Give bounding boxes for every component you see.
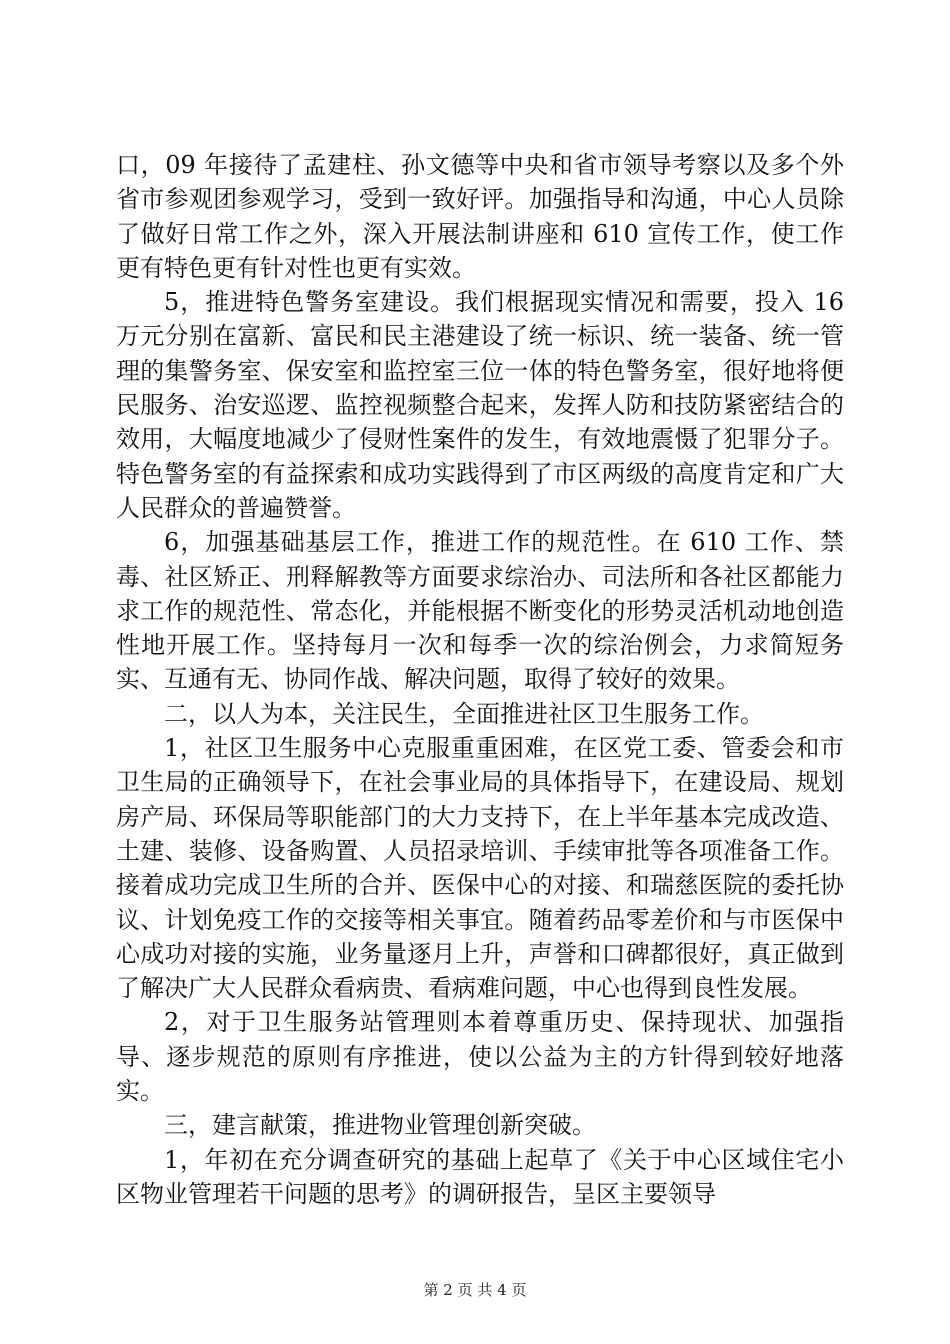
document-body	[116, 148, 844, 1211]
paragraph-health-1: 1，社区卫生服务中心克服重重困难，在区党工委、管委会和市卫生局的正确领导下，在社会事业局的具体指导下，在建设局、规划房产局、环保局等职能部门的大力支持下，在上半年基本完成改造、土建、装修、设备购置、人员招录培训、手续审批等各项准备工作。接着成功完成卫生所的合并、医保中心的对接、和瑞慈医院的委托协议、计划免疫工作的交接等相关事宜。随着药品零差价和与市医保中心成功对接的实施，业务量逐月上升，声誉和口碑都很好，真正做到了解决广大人民群众看病贵、看病难问题，中心也得到良性发展。	[116, 734, 844, 1003]
page-footer: 第 2 页 共 4 页	[423, 1281, 527, 1299]
paragraph-continuation: 口，09 年接待了孟建柱、孙文德等中央和省市领导考察以及多个外省市参观团参观学习，受到一致好评。加强指导和沟通，中心人员除了做好日常工作之外，深入开展法制讲座和 610 宣传工作，使工作更有特色更有针对性也更有实效。	[116, 151, 844, 282]
paragraph-item-5: 5，推进特色警务室建设。我们根据现实情况和需要，投入 16 万元分别在富新、富民和民主港建设了统一标识、统一装备、统一管理的集警务室、保安室和监控室三位一体的特色警务室，很好地将便民服务、治安巡逻、监控视频整合起来，发挥人防和技防紧密结合的效用，大幅度地减少了侵财性案件的发生，有效地震慑了犯罪分子。特色警务室的有益探索和成功实践得到了市区两级的高度肯定和广大人民群众的普遍赞誉。	[116, 288, 844, 522]
paragraph-health-2: 2，对于卫生服务站管理则本着尊重历史、保持现状、加强指导、逐步规范的原则有序推进，使以公益为主的方针得到较好地落实。	[116, 1008, 844, 1106]
paragraph-item-6: 6，加强基础基层工作，推进工作的规范性。在 610 工作、禁毒、社区矫正、刑释解教等方面要求综治办、司法所和各社区都能力求工作的规范性、常态化，并能根据不断变化的形势灵活机动地创造性地开展工作。坚持每月一次和每季一次的综治例会，力求简短务实、互通有无、协同作战、解决问题，取得了较好的效果。	[116, 528, 844, 694]
section-heading-3: 三，建言献策，推进物业管理创新突破。	[164, 1111, 596, 1140]
section-heading-2: 二，以人为本，关注民生，全面推进社区卫生服务工作。	[164, 699, 764, 728]
paragraph-property-1: 1，年初在充分调查研究的基础上起草了《关于中心区域住宅小区物业管理若干问题的思考》的调研报告，呈区主要领导	[116, 1145, 844, 1208]
